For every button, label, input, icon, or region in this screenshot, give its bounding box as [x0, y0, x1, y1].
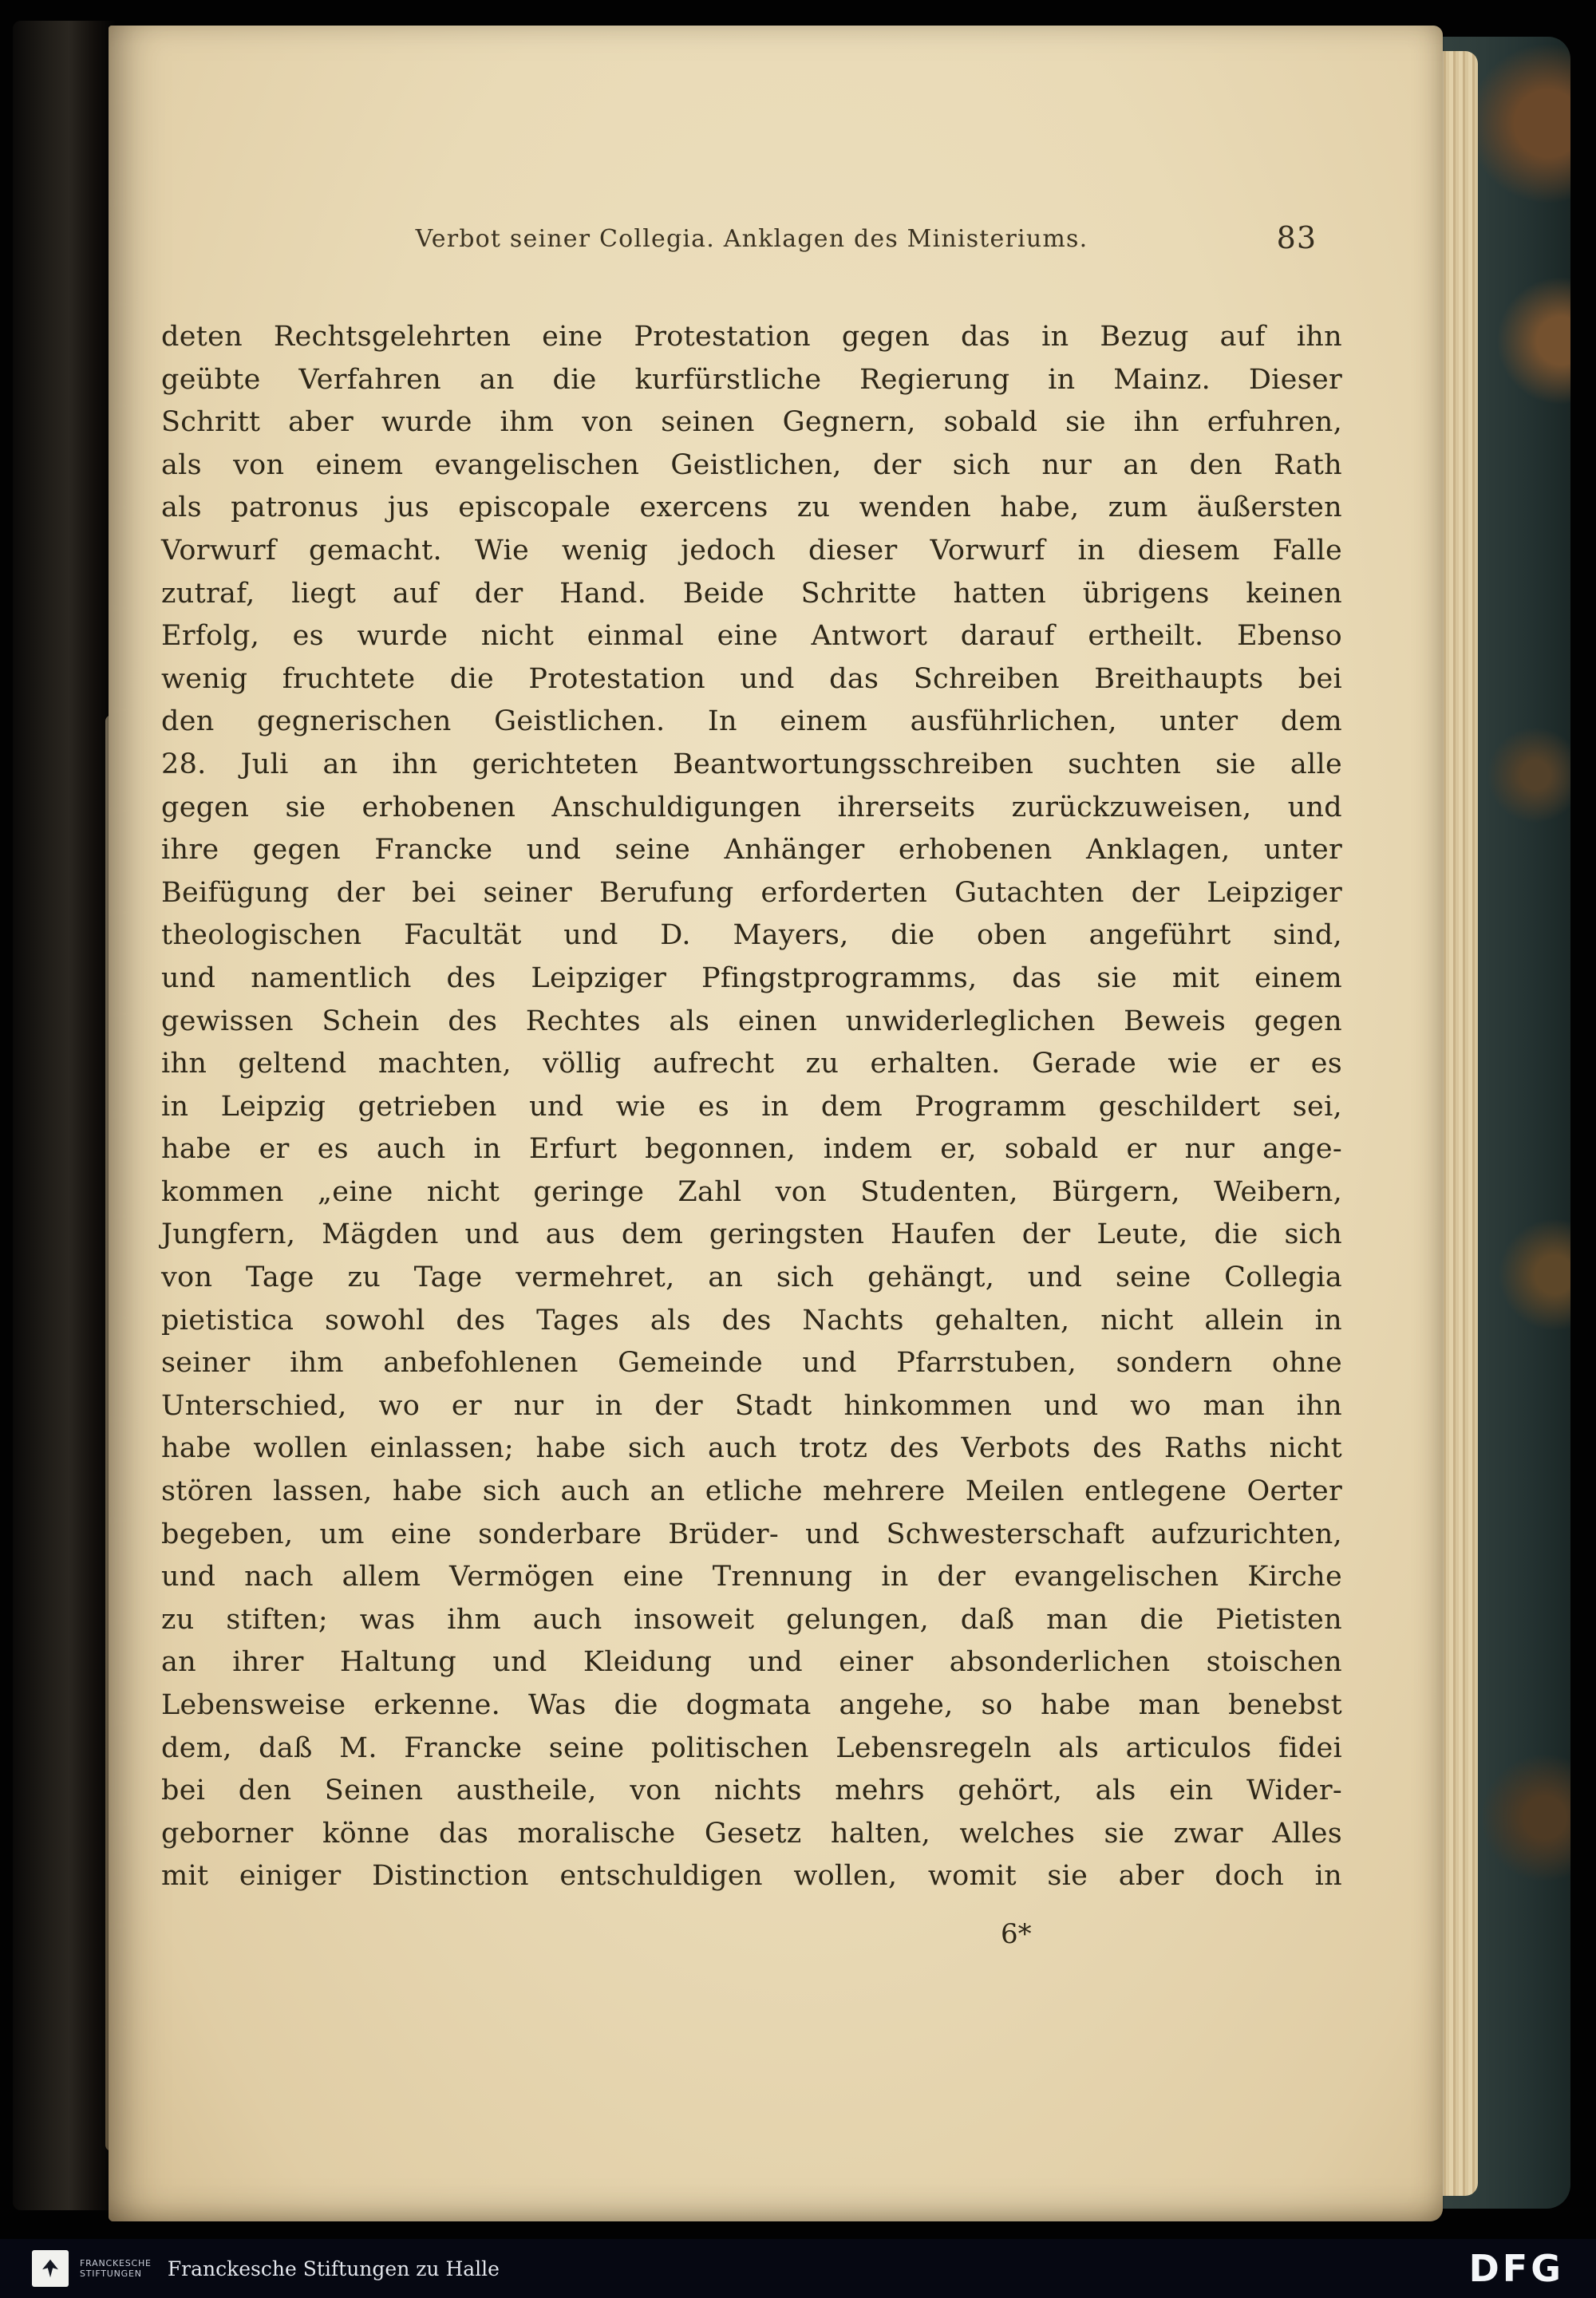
text-line: Erfolg, es wurde nicht einmal eine Antwort darauf ertheilt. Ebenso [161, 620, 1342, 653]
text-line: gewissen Schein des Rechtes als einen unwiderleglichen Beweis gegen [161, 1005, 1342, 1037]
text-line: in Leipzig getrieben und wie es in dem Programm geschildert sei, [161, 1090, 1342, 1123]
viewer-footer [0, 2239, 1596, 2298]
franckesche-stiftungen-logo-icon [32, 2250, 69, 2287]
text-line: als patronus jus episcopale exercens zu wenden habe, zum äußersten [161, 492, 1342, 524]
text-line: 28. Juli an ihn gerichteten Beantwortungsschreiben suchten sie alle [161, 748, 1342, 780]
body-text [161, 316, 1342, 1898]
text-line: Beifügung der bei seiner Berufung erforderten Gutachten der Leipziger [161, 876, 1342, 909]
text-line: ihn geltend machten, völlig aufrecht zu erhalten. Gerade wie er es [161, 1048, 1342, 1080]
text-line: habe wollen einlassen; habe sich auch trotz des Verbots des Raths nicht [161, 1432, 1342, 1465]
page-header [161, 220, 1342, 255]
text-line: geübte Verfahren an die kurfürstliche Regierung in Mainz. Dieser [161, 363, 1342, 396]
text-line: Schritt aber wurde ihm von seinen Gegnern, sobald sie ihn erfuhren, [161, 406, 1342, 439]
text-line: habe er es auch in Erfurt begonnen, indem er, sobald er nur ange- [161, 1133, 1342, 1166]
sheet-signature: 6* [1001, 1918, 1032, 1950]
provider-label: Franckesche Stiftungen zu Halle [167, 2257, 500, 2280]
text-line: bei den Seinen austheile, von nichts mehrs gehört, als ein Wider- [161, 1775, 1342, 1807]
text-line: zutraf, liegt auf der Hand. Beide Schritte hatten übrigens keinen [161, 577, 1342, 610]
text-line: zu stiften; was ihm auch insoweit gelungen, daß man die Pietisten [161, 1603, 1342, 1636]
text-line: geborner könne das moralische Gesetz halten, welches sie zwar Alles [161, 1817, 1342, 1850]
text-line: wenig fruchtete die Protestation und das Schreiben Breithaupts bei [161, 662, 1342, 695]
text-line: Vorwurf gemacht. Wie wenig jedoch dieser Vorwurf in diesem Falle [161, 534, 1342, 567]
text-line: theologischen Facultät und D. Mayers, die oben angeführt sind, [161, 919, 1342, 952]
eagle-glyph [38, 2257, 62, 2280]
text-line: von Tage zu Tage vermehret, an sich gehängt, und seine Collegia [161, 1262, 1342, 1294]
text-line: seiner ihm anbefohlenen Gemeinde und Pfarrstuben, sondern ohne [161, 1347, 1342, 1380]
logo-caption [80, 2258, 152, 2279]
text-line: und namentlich des Leipziger Pfingstprogramms, das sie mit einem [161, 961, 1342, 994]
dfg-logo: DFG [1468, 2247, 1564, 2290]
provider-brand [32, 2250, 500, 2287]
text-line: dem, daß M. Francke seine politischen Lebensregeln als articulos fidei [161, 1731, 1342, 1764]
text-line: den gegnerischen Geistlichen. In einem ausführlichen, unter dem [161, 705, 1342, 738]
text-line: begeben, um eine sonderbare Brüder- und Schwesterschaft aufzurichten, [161, 1518, 1342, 1550]
text-line: und nach allem Vermögen eine Trennung in der evangelischen Kirche [161, 1561, 1342, 1593]
text-line: stören lassen, habe sich auch an etliche mehrere Meilen entlegene Oerter [161, 1475, 1342, 1508]
logo-caption-line1: FRANCKESCHE [80, 2258, 152, 2268]
text-line: kommen „eine nicht geringe Zahl von Studenten, Bürgern, Weibern, [161, 1175, 1342, 1208]
text-line: gegen sie erhobenen Anschuldigungen ihrerseits zurückzuweisen, und [161, 791, 1342, 823]
book-page [109, 26, 1443, 2221]
running-header: Verbot seiner Collegia. Anklagen des Ministeriums. [415, 225, 1088, 253]
text-line: ihre gegen Francke und seine Anhänger erhobenen Anklagen, unter [161, 834, 1342, 867]
text-line: deten Rechtsgelehrten eine Protestation gegen das in Bezug auf ihn [161, 321, 1342, 353]
text-line: pietistica sowohl des Tages als des Nachts gehalten, nicht allein in [161, 1304, 1342, 1337]
text-line: mit einiger Distinction entschuldigen wollen, womit sie aber doch in [161, 1860, 1342, 1893]
text-line: Jungfern, Mägden und aus dem geringsten Haufen der Leute, die sich [161, 1218, 1342, 1251]
book-spine [13, 21, 115, 2210]
page-number: 83 [1276, 220, 1317, 255]
text-line: als von einem evangelischen Geistlichen, der sich nur an den Rath [161, 448, 1342, 481]
text-line: Unterschied, wo er nur in der Stadt hinkommen und wo man ihn [161, 1389, 1342, 1422]
text-line: an ihrer Haltung und Kleidung und einer absonderlichen stoischen [161, 1646, 1342, 1679]
text-line: Lebensweise erkenne. Was die dogmata angehe, so habe man benebst [161, 1689, 1342, 1721]
logo-caption-line2: STIFTUNGEN [80, 2268, 142, 2279]
